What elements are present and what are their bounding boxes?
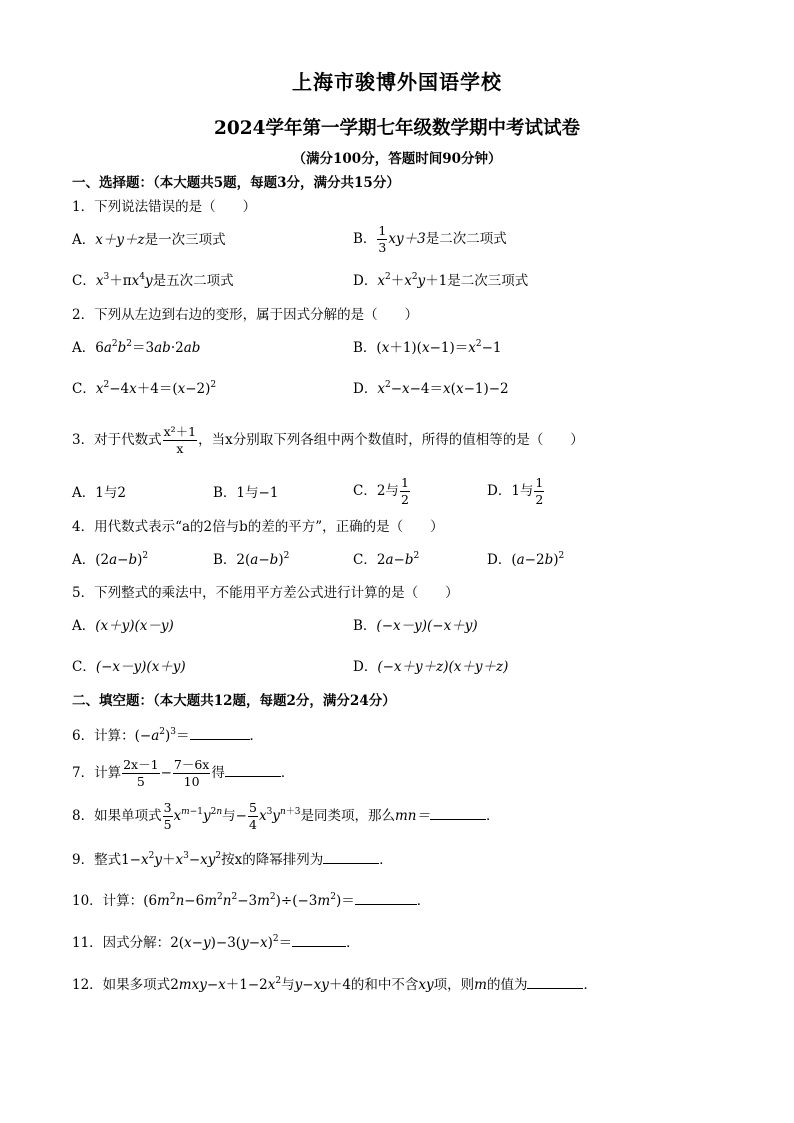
math-expression: $(-a^2)^3=$ xyxy=(134,727,190,744)
q6-post: ． xyxy=(249,728,263,744)
q5-option-a xyxy=(72,617,174,635)
q4-option-b xyxy=(213,551,289,569)
q3-option-a xyxy=(72,484,126,502)
math-expression: $2(a-b)^2$ xyxy=(236,551,290,568)
q6-pre: 6．计算： xyxy=(72,728,135,744)
option-text: 1与2 xyxy=(95,485,126,501)
q12-mid4: 的值为 xyxy=(486,977,528,993)
fraction-numerator: 5 xyxy=(248,800,257,815)
math-expression: $x^2+x^2y+1$ xyxy=(377,272,448,289)
q3-option-b xyxy=(213,484,278,502)
q9-line xyxy=(72,851,393,869)
exam-title: 2024学年第一学期七年级数学期中考试试卷 xyxy=(214,118,580,139)
fraction xyxy=(163,800,173,833)
q12-mid2: 的和中不含 xyxy=(350,977,419,993)
answer-blank[interactable] xyxy=(527,976,583,989)
q4-option-d xyxy=(487,551,564,569)
q5-option-d xyxy=(353,658,508,676)
q5-option-b xyxy=(353,617,478,635)
math-expression: $x^{m-1}y^{2n}$ xyxy=(173,807,223,824)
q9-post: ． xyxy=(379,852,393,868)
q12-mid3: 项，则 xyxy=(433,977,475,993)
answer-blank[interactable] xyxy=(355,892,417,905)
q7-line xyxy=(72,757,294,790)
option-label: B． xyxy=(353,340,377,356)
math-expression: $(6m^2n-6m^2n^2-3m^2)\div(-3m^2)=$ xyxy=(143,892,355,909)
math-expression: (x＋y)(x－y) xyxy=(95,618,174,634)
fraction-numerator: 1 xyxy=(378,223,387,238)
minus-sign: − xyxy=(160,765,172,781)
q2-option-c xyxy=(72,380,216,398)
q3-option-d xyxy=(487,475,545,508)
math-expression: $x^2-4x+4=(x-2)^2$ xyxy=(95,380,217,397)
math-variable: m xyxy=(474,977,487,993)
fraction-numerator: 1 xyxy=(535,475,544,490)
q8-line xyxy=(72,800,499,833)
fraction-numerator: 2x－1 xyxy=(123,757,159,772)
option-label: D． xyxy=(487,483,512,499)
answer-blank[interactable] xyxy=(323,851,379,864)
option-text: 是二次三项式 xyxy=(447,273,529,289)
q2-option-a xyxy=(72,339,200,357)
q11-post: ． xyxy=(346,935,360,951)
answer-blank[interactable] xyxy=(225,764,281,777)
option-label: D． xyxy=(353,273,378,289)
math-expression: $1-x^2y+x^3-xy^2$ xyxy=(121,851,222,868)
math-expression: x＋y＋z xyxy=(95,232,145,248)
q7-mid: 得 xyxy=(211,765,225,781)
q12-line xyxy=(72,976,597,994)
q11-pre: 11．因式分解： xyxy=(72,935,171,951)
math-expression: xy＋3 xyxy=(388,231,426,247)
q11-line xyxy=(72,934,360,952)
option-text: 1与 xyxy=(511,483,534,499)
option-label: C． xyxy=(72,381,96,397)
section-1-heading: 一、选择题：（本大题共5题，每题3分，满分共15分） xyxy=(72,175,400,191)
exam-subtitle: （满分100分，答题时间90分钟） xyxy=(292,151,502,167)
q1-option-d xyxy=(353,272,528,290)
q3-option-c xyxy=(353,475,411,508)
option-label: B． xyxy=(353,618,377,634)
q2-option-d xyxy=(353,380,509,398)
option-label: A． xyxy=(72,485,96,501)
math-expression: y−xy＋4 xyxy=(294,977,351,993)
q8-and: 与− xyxy=(222,808,247,824)
math-expression: $2(x-y)-3(y-x)^2=$ xyxy=(170,934,293,951)
option-text: 是一次三项式 xyxy=(144,232,226,248)
math-expression: (−x－y)(−x＋y) xyxy=(376,618,478,634)
math-expression: $x^2-x-4=x(x-1)-2$ xyxy=(377,380,509,397)
fraction-numerator: 1 xyxy=(400,475,409,490)
q8-mid: 是同类项，那么 xyxy=(300,808,395,824)
option-text: 是五次二项式 xyxy=(152,273,234,289)
q5-stem: 5．下列整式的乘法中，不能用平方差公式进行计算的是（ ） xyxy=(72,585,459,601)
fraction-denominator: 5 xyxy=(136,774,145,789)
fraction xyxy=(400,475,410,508)
q8-pre: 8．如果单项式 xyxy=(72,808,162,824)
option-label: A． xyxy=(72,618,96,634)
answer-blank[interactable] xyxy=(190,727,250,740)
answer-blank[interactable] xyxy=(430,807,486,820)
section-2-heading: 二、填空题：（本大题共12题，每题2分，满分24分） xyxy=(72,693,396,709)
q1-option-a xyxy=(72,231,226,249)
math-expression: $(x+1)(x-1)=x^2-1$ xyxy=(376,339,502,356)
q2-option-b xyxy=(353,339,502,357)
fraction-numerator: 7－6x xyxy=(173,757,210,772)
fraction xyxy=(377,223,387,256)
fraction-numerator: x²＋1 xyxy=(163,424,197,439)
option-label: C． xyxy=(353,552,377,568)
math-expression: $x^3+\pi x^4y$ xyxy=(95,272,153,289)
math-expression: (−x＋y＋z)(x＋y＋z) xyxy=(377,659,509,675)
q7-post: ． xyxy=(280,765,295,781)
fraction xyxy=(122,757,159,790)
fraction-denominator: 2 xyxy=(535,492,544,507)
math-expression: $x^3y^{n+3}$ xyxy=(258,807,301,824)
math-expression: mn＝ xyxy=(394,808,430,824)
math-expression: $(a-2b)^2$ xyxy=(511,551,565,568)
option-label: D． xyxy=(487,552,512,568)
math-variable: xy xyxy=(418,977,434,993)
option-label: A． xyxy=(72,232,96,248)
option-label: C． xyxy=(72,659,96,675)
q1-option-c xyxy=(72,272,234,290)
q10-line xyxy=(72,892,430,910)
fraction-denominator: 2 xyxy=(400,492,409,507)
math-expression: $2a-b^2$ xyxy=(376,551,420,568)
fraction-numerator: 3 xyxy=(163,800,172,815)
q9-pre: 9．整式 xyxy=(72,852,122,868)
fraction-denominator: 3 xyxy=(378,240,387,255)
math-expression: (−x－y)(x＋y) xyxy=(95,659,186,675)
q12-pre: 12．如果多项式 xyxy=(72,977,171,993)
q1-option-b xyxy=(353,223,507,256)
school-name: 上海市骏博外国语学校 xyxy=(292,70,502,94)
q4-stem: 4．用代数式表示“a的2倍与b的差的平方”，正确的是（ ） xyxy=(72,519,444,535)
q6-line xyxy=(72,727,263,745)
q9-mid: 按x的降幂排列为 xyxy=(221,852,324,868)
fraction-denominator: 5 xyxy=(163,817,172,832)
q12-post: ． xyxy=(583,977,597,993)
q10-post: ． xyxy=(416,893,431,909)
q7-pre: 7．计算 xyxy=(72,765,122,781)
q3-stem-post: ，当x分别取下列各组中两个数值时，所得的值相等的是（ ） xyxy=(198,432,584,448)
fraction-denominator: 10 xyxy=(183,774,200,789)
q2-stem: 2．下列从左边到右边的变形，属于因式分解的是（ ） xyxy=(72,307,419,323)
math-expression: $6a^2b^2=3ab\cdot 2ab$ xyxy=(95,339,201,356)
q10-pre: 10．计算： xyxy=(72,893,144,909)
option-label: C． xyxy=(72,273,96,289)
option-text: 是二次二项式 xyxy=(425,231,507,247)
option-label: B． xyxy=(353,231,377,247)
q3-stem xyxy=(72,424,584,457)
option-label: B． xyxy=(213,552,237,568)
fraction xyxy=(163,424,198,457)
fraction-denominator: 4 xyxy=(248,817,257,832)
q4-option-c xyxy=(353,551,419,569)
option-label: C． xyxy=(353,483,377,499)
q12-mid1: 与 xyxy=(281,977,295,993)
option-label: A． xyxy=(72,340,96,356)
option-text: 2与 xyxy=(376,483,399,499)
answer-blank[interactable] xyxy=(292,934,346,947)
fraction xyxy=(173,757,210,790)
option-label: D． xyxy=(353,381,378,397)
math-expression: $(2a-b)^2$ xyxy=(95,551,149,568)
q1-stem: 1．下列说法错误的是（ ） xyxy=(72,199,257,215)
math-expression: $2mxy-x+1-2x^2$ xyxy=(170,976,282,993)
q3-stem-pre: 3．对于代数式 xyxy=(72,432,162,448)
option-label: D． xyxy=(353,659,378,675)
option-text: 1与−1 xyxy=(236,485,279,501)
q4-option-a xyxy=(72,551,148,569)
option-label: A． xyxy=(72,552,96,568)
q8-post: ． xyxy=(485,808,500,824)
fraction xyxy=(248,800,258,833)
fraction-denominator: x xyxy=(176,441,184,456)
q5-option-c xyxy=(72,658,186,676)
option-label: B． xyxy=(213,485,237,501)
fraction xyxy=(534,475,544,508)
